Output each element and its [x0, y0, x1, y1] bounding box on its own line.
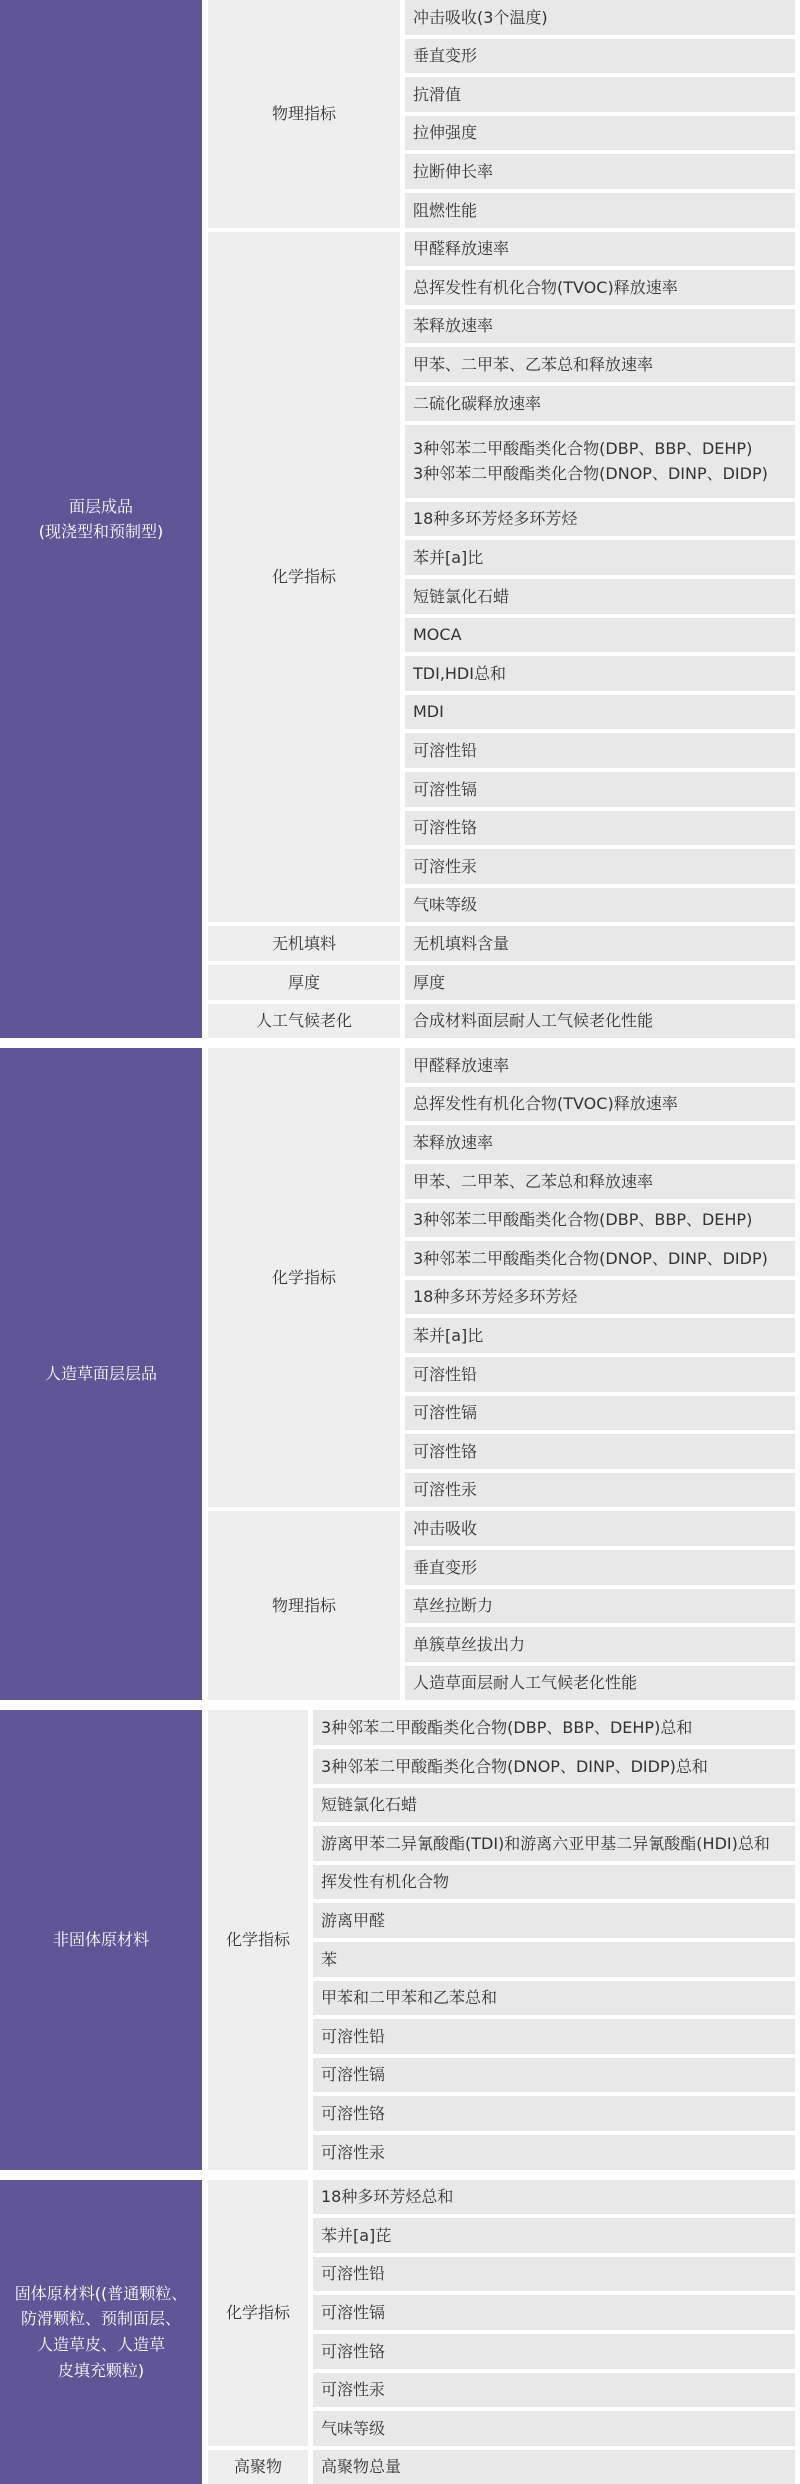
item-cell: 18种多环芳烃多环芳烃: [405, 502, 795, 537]
item-cell: 可溶性铅: [405, 1357, 795, 1392]
item-cell: 可溶性铅: [405, 733, 795, 768]
item-cell: 3种邻苯二甲酸酯类化合物(DNOP、DINP、DIDP): [405, 1241, 795, 1276]
item-cell: 气味等级: [405, 888, 795, 923]
item-cell: 冲击吸收(3个温度): [405, 0, 795, 35]
item-cell: 短链氯化石蜡: [313, 1788, 795, 1823]
item-cell: 可溶性汞: [405, 1473, 795, 1508]
item-cell: 3种邻苯二甲酸酯类化合物(DNOP、DINP、DIDP)总和: [313, 1749, 795, 1784]
item-cell: 挥发性有机化合物: [313, 1865, 795, 1900]
item-cell: MOCA: [405, 618, 795, 653]
item-cell: 人造草面层耐人工气候老化性能: [405, 1666, 795, 1701]
item-cell: 游离甲醛: [313, 1903, 795, 1938]
item-cell: 苯: [313, 1942, 795, 1977]
item-cell: 可溶性铬: [313, 2096, 795, 2131]
item-cell: 3种邻苯二甲酸酯类化合物(DBP、BBP、DEHP) 3种邻苯二甲酸酯类化合物(DNOP、DINP、DIDP): [405, 425, 795, 498]
item-cell: 游离甲苯二异氰酸酯(TDI)和游离六亚甲基二异氰酸酯(HDI)总和: [313, 1826, 795, 1861]
group-cell: 化学指标: [208, 1048, 400, 1507]
item-cell: 气味等级: [313, 2411, 795, 2446]
item-cell: 抗滑值: [405, 77, 795, 112]
group-cell: 厚度: [208, 965, 400, 1000]
item-cell: 冲击吸收: [405, 1511, 795, 1546]
category-cell: 人造草面层层品: [0, 1048, 202, 1700]
group-cell: 人工气候老化: [208, 1004, 400, 1039]
item-cell: 拉断伸长率: [405, 154, 795, 189]
item-cell: 可溶性镉: [313, 2295, 795, 2330]
item-cell: MDI: [405, 695, 795, 730]
item-cell: 甲醛释放速率: [405, 232, 795, 267]
item-cell: 阻燃性能: [405, 193, 795, 228]
item-cell: 可溶性汞: [313, 2373, 795, 2408]
item-cell: 苯并[a]比: [405, 540, 795, 575]
item-cell: 草丝拉断力: [405, 1589, 795, 1624]
item-cell: 总挥发性有机化合物(TVOC)释放速率: [405, 270, 795, 305]
group-cell: 化学指标: [208, 2180, 308, 2446]
item-cell: 18种多环芳烃总和: [313, 2180, 795, 2215]
item-cell: 可溶性铅: [313, 2019, 795, 2054]
group-cell: 物理指标: [208, 0, 400, 228]
item-cell: 可溶性汞: [405, 849, 795, 884]
item-cell: 高聚物总量: [313, 2450, 795, 2484]
item-cell: 可溶性铬: [313, 2334, 795, 2369]
category-cell: 固体原材料((普通颗粒、 防滑颗粒、预制面层、 人造草皮、人造草 皮填充颗粒): [0, 2180, 202, 2484]
item-cell: TDI,HDI总和: [405, 656, 795, 691]
item-cell: 苯并[a]芘: [313, 2218, 795, 2253]
group-cell: 化学指标: [208, 1710, 308, 2169]
item-cell: 厚度: [405, 965, 795, 1000]
category-cell: 非固体原材料: [0, 1710, 202, 2169]
item-cell: 二硫化碳释放速率: [405, 386, 795, 421]
item-cell: 18种多环芳烃多环芳烃: [405, 1280, 795, 1315]
item-cell: 短链氯化石蜡: [405, 579, 795, 614]
group-cell: 高聚物: [208, 2450, 308, 2484]
item-cell: 可溶性镉: [405, 1396, 795, 1431]
item-cell: 可溶性镉: [313, 2058, 795, 2093]
item-cell: 甲苯、二甲苯、乙苯总和释放速率: [405, 347, 795, 382]
item-cell: 垂直变形: [405, 1550, 795, 1585]
item-cell: 总挥发性有机化合物(TVOC)释放速率: [405, 1087, 795, 1122]
item-cell: 拉伸强度: [405, 116, 795, 151]
item-cell: 可溶性铬: [405, 811, 795, 846]
item-cell: 垂直变形: [405, 39, 795, 74]
item-cell: 无机填料含量: [405, 926, 795, 961]
item-cell: 单簇草丝拔出力: [405, 1627, 795, 1662]
item-cell: 苯并[a]比: [405, 1318, 795, 1353]
group-cell: 化学指标: [208, 232, 400, 923]
item-cell: 可溶性镉: [405, 772, 795, 807]
item-cell: 苯释放速率: [405, 309, 795, 344]
item-cell: 可溶性汞: [313, 2135, 795, 2170]
item-cell: 3种邻苯二甲酸酯类化合物(DBP、BBP、DEHP): [405, 1203, 795, 1238]
item-cell: 可溶性铬: [405, 1434, 795, 1469]
item-cell: 甲醛释放速率: [405, 1048, 795, 1083]
item-cell: 合成材料面层耐人工气候老化性能: [405, 1004, 795, 1039]
group-cell: 物理指标: [208, 1511, 400, 1700]
item-cell: 苯释放速率: [405, 1125, 795, 1160]
item-cell: 甲苯、二甲苯、乙苯总和释放速率: [405, 1164, 795, 1199]
item-cell: 3种邻苯二甲酸酯类化合物(DBP、BBP、DEHP)总和: [313, 1710, 795, 1745]
category-cell: 面层成品 (现浇型和预制型): [0, 0, 202, 1038]
item-cell: 甲苯和二甲苯和乙苯总和: [313, 1981, 795, 2016]
group-cell: 无机填料: [208, 926, 400, 961]
item-cell: 可溶性铅: [313, 2257, 795, 2292]
